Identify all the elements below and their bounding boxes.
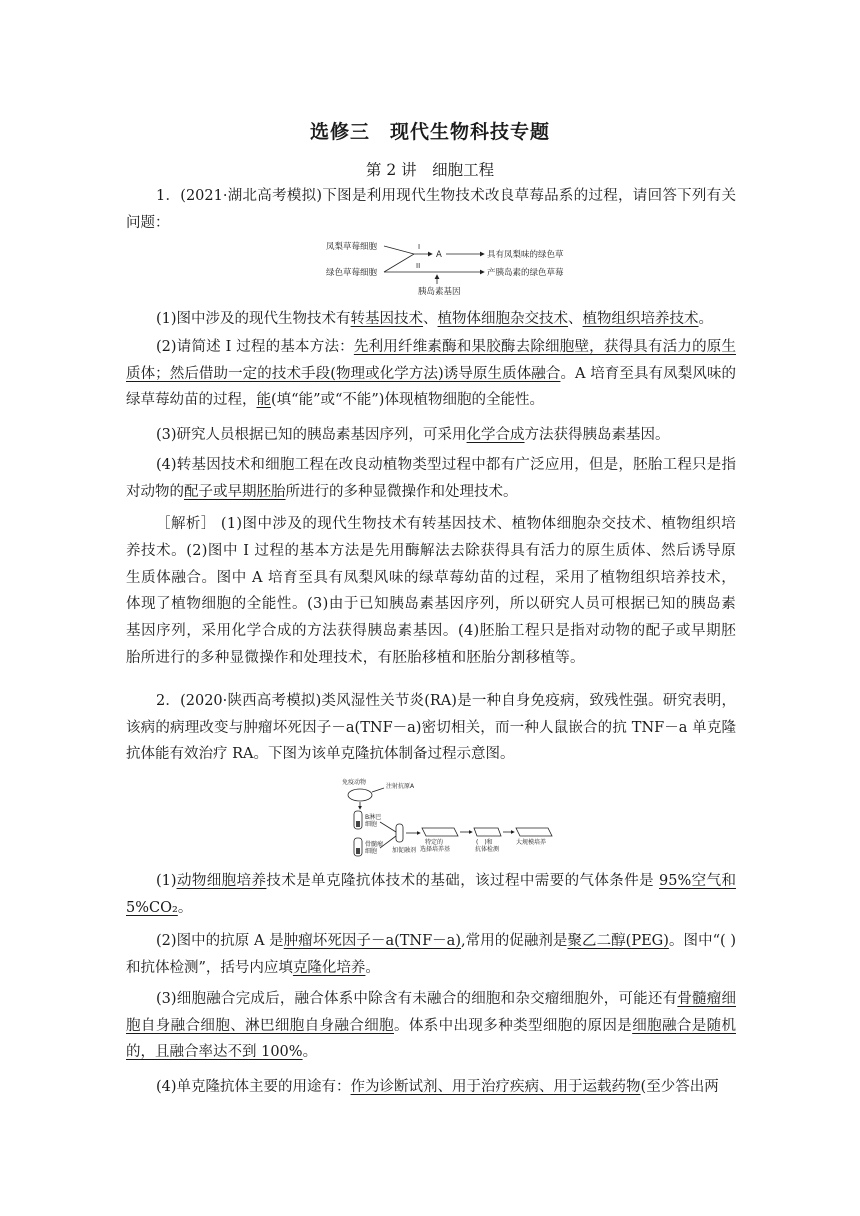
bottle-icon <box>516 828 552 836</box>
fig2-animal-label: 免疫动物 <box>342 779 367 786</box>
tube-icon <box>396 824 403 842</box>
answer: 配子或早期胚胎 <box>184 483 286 500</box>
fig2-merge-line <box>380 822 396 832</box>
fig1-top-output: 具有凤梨味的绿色草莓 <box>487 250 564 260</box>
answer: 作为诊断试剂、用于治疗疾病、用于运载药物 <box>350 1079 641 1095</box>
fig1-mid-a: A <box>436 250 442 260</box>
q2-diagram <box>340 776 560 862</box>
fig1-merge-line-top <box>384 246 414 254</box>
answer: 先利用纤维素酶和果胶酶去除细胞壁，获得具有活力的原生质体；然后借助一定的技术手段(物理或化学方法)诱导原生质体融合 <box>126 339 737 382</box>
q2-stem: 2．(2020·陕西高考模拟)类风湿性关节炎(RA)是一种自身免疫病，致残性强。研究表明，该病的病理改变与肿瘤坏死因子－a(TNF－a)密切相关，而一种人鼠嵌合的抗 TNF－a 单克隆抗体能有效治疗 RA。下图为该单克隆抗体制备过程示意图。 <box>126 693 736 762</box>
syringe-icon <box>372 788 384 792</box>
fig1-merge-line-bottom <box>384 254 414 272</box>
fig1-step-1: I <box>418 243 421 251</box>
q1-explanation: ［解析］ (1)图中涉及的现代生物技术有转基因技术、植物体细胞杂交技术、植物组织培养技术。(2)图中 I 过程的基本方法是先用酶解法去除获得具有活力的原生质体、然后诱导原生质体融合。图中 A 培育至具有凤梨风味的绿草莓幼苗的过程，采用了植物组织培养技术，体现了植物细胞的全能性。(3)由于已知胰岛素基因序列，所以研究人员可根据已知的胰岛素基因序列，采用化学合成的方法获得胰岛素基因。(4)胚胎工程只是指对动物的配子或早期胚胎所进行的多种显微操作和处理技术，有胚胎移植和胚胎分割移植等。 <box>126 516 736 666</box>
fig2-marrow-label: 骨髓瘤细胞 <box>365 841 384 855</box>
answer: 克隆化培养 <box>292 959 366 976</box>
q2-part4: (4)单克隆抗体主要的用途有：作为诊断试剂、用于治疗疾病、用于运载药物(至少答出两 <box>156 1079 719 1095</box>
answer: 植物组织培养技术 <box>582 311 699 327</box>
q2-part2: (2)图中的抗原 A 是肿瘤坏死因子－a(TNF－a),常用的促融剂是聚乙二醇(PEG)。图中“( )和抗体检测”，括号内应填克隆化培养。 <box>126 933 736 976</box>
answer: 骨髓瘤细胞自身融合细胞、淋巴细胞自身融合细胞 <box>126 991 736 1034</box>
page-title: 选修三 现代生物科技专题 <box>309 121 550 143</box>
q2-part1: (1)动物细胞培养技术是单克隆抗体技术的基础，该过程中需要的气体条件是 95%空气和 5%CO₂。 <box>126 873 737 916</box>
fig1-step-2: II <box>416 262 421 270</box>
q1-part3: (3)研究人员根据已知的胰岛素基因序列，可采用化学合成方法获得胰岛素基因。 <box>156 427 670 443</box>
answer: 动物细胞培养 <box>176 873 267 889</box>
fig1-bottom-source: 绿色草莓细胞 <box>326 268 378 278</box>
answer: 能 <box>256 392 271 408</box>
fig2-check-label: ( )和抗体检测 <box>475 839 500 853</box>
plate-icon <box>474 828 501 836</box>
fig1-gene: 胰岛素基因 <box>418 287 461 296</box>
q1-stem: 1．(2021·湖北高考模拟)下图是利用现代生物技术改良草莓品系的过程，请回答下列有关问题： <box>126 188 736 231</box>
fig1-bottom-output: 产胰岛素的绿色草莓 <box>487 268 564 278</box>
answer: 细胞融合是随机的，且融合率达不到 100% <box>126 1017 737 1060</box>
answer: 转基因技术 <box>350 311 424 327</box>
fig2-inject-label: 注射抗原A <box>386 783 415 790</box>
answer: 化学合成 <box>466 427 525 443</box>
section-subtitle: 第 2 讲 细胞工程 <box>365 161 495 179</box>
plate-icon <box>422 828 458 836</box>
answer: 95%空气和 5%CO₂ <box>126 873 737 916</box>
q1-part2: (2)请简述 I 过程的基本方法：先利用纤维素酶和果胶酶去除细胞壁，获得具有活力的原生质体；然后借助一定的技术手段(物理或化学方法)诱导原生质体融合。A 培育至具有凤梨风味的绿草莓幼苗的过程，能(填“能”或“不能”)体现植物细胞的全能性。 <box>126 339 737 408</box>
answer: 植物体细胞杂交技术 <box>437 311 569 327</box>
tube-content <box>356 848 360 854</box>
q1-diagram <box>324 234 564 296</box>
fig2-scale-label: 大规模培养 <box>516 839 547 846</box>
tube-content <box>356 821 360 827</box>
fig2-select-label: 特定的选择培养基 <box>420 839 451 853</box>
answer: 聚乙二醇(PEG) <box>567 933 669 949</box>
fig2-fuse-label: 加促融剂 <box>392 847 417 854</box>
answer: 肿瘤坏死因子－a(TNF－a) <box>283 933 461 949</box>
fig2-lymph-label: B淋巴细胞 <box>365 814 382 828</box>
fig1-top-source: 凤梨草莓细胞 <box>326 242 378 252</box>
q1-part1: (1)图中涉及的现代生物技术有转基因技术、植物体细胞杂交技术、植物组织培养技术。 <box>156 311 714 327</box>
q2-part3: (3)细胞融合完成后，融合体系中除含有未融合的细胞和杂交瘤细胞外，可能还有骨髓瘤细胞自身融合细胞、淋巴细胞自身融合细胞。体系中出现多种类型细胞的原因是细胞融合是随机的，且融合率达不到 100%。 <box>126 991 737 1060</box>
q1-part4: (4)转基因技术和细胞工程在改良动植物类型过程中都有广泛应用，但是，胚胎工程只是指对动物的配子或早期胚胎所进行的多种显微操作和处理技术。 <box>126 457 736 500</box>
mouse-icon <box>348 789 372 801</box>
